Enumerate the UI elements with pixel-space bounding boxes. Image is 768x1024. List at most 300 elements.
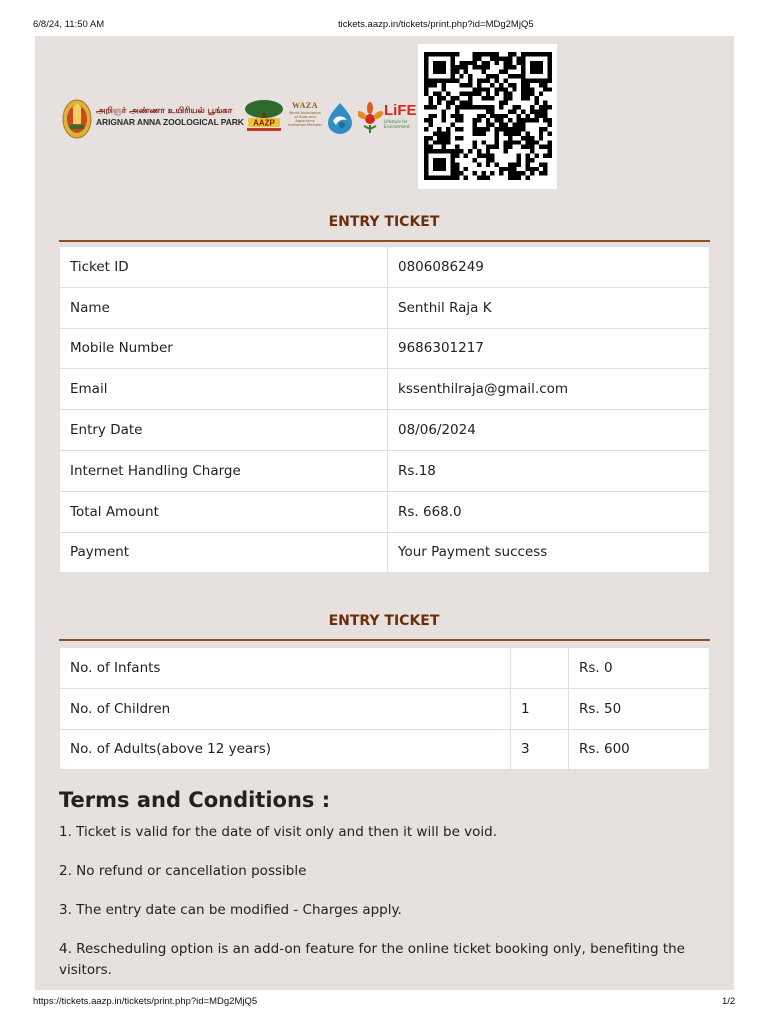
qr-module	[539, 109, 543, 113]
qr-module	[455, 167, 459, 171]
qr-module	[437, 92, 441, 96]
qr-module	[526, 131, 530, 135]
qr-module	[437, 78, 441, 82]
infants-label: No. of Infants	[60, 648, 511, 689]
qr-module	[437, 131, 441, 135]
qr-module	[512, 176, 516, 180]
qr-module	[512, 65, 516, 69]
qr-module	[530, 70, 534, 74]
qr-module	[450, 101, 454, 105]
qr-module	[424, 176, 428, 180]
qr-module	[508, 65, 512, 69]
qr-module	[437, 61, 441, 65]
qr-module	[450, 65, 454, 69]
qr-module	[534, 65, 538, 69]
qr-module	[446, 78, 450, 82]
qr-module	[442, 176, 446, 180]
conservation-drop-icon	[325, 101, 355, 135]
qr-module	[459, 83, 463, 87]
qr-module	[508, 74, 512, 78]
qr-module	[486, 149, 490, 153]
qr-module	[433, 105, 437, 109]
qr-module	[468, 101, 472, 105]
qr-module	[433, 149, 437, 153]
qr-module	[539, 136, 543, 140]
qr-module	[437, 96, 441, 100]
qr-module	[450, 154, 454, 158]
qr-module	[473, 105, 477, 109]
qr-module	[442, 109, 446, 113]
ticket-id-value: 0806086249	[388, 247, 710, 288]
qr-module	[464, 101, 468, 105]
park-name-english: ARIGNAR ANNA ZOOLOGICAL PARK	[96, 117, 244, 127]
qr-module	[424, 92, 428, 96]
qr-module	[437, 158, 441, 162]
table-row	[60, 328, 710, 369]
qr-module	[526, 154, 530, 158]
qr-module	[481, 78, 485, 82]
qr-module	[503, 78, 507, 82]
total-amount-value: Rs. 668.0	[388, 491, 710, 532]
qr-module	[442, 145, 446, 149]
qr-module	[521, 118, 525, 122]
qr-module	[508, 118, 512, 122]
qr-module	[530, 118, 534, 122]
qr-module	[486, 162, 490, 166]
print-datetime: 6/8/24, 11:50 AM	[33, 19, 105, 30]
qr-module	[424, 171, 428, 175]
qr-module	[530, 158, 534, 162]
qr-module	[464, 167, 468, 171]
qr-module	[468, 149, 472, 153]
qr-module	[473, 87, 477, 91]
infants-count	[511, 648, 569, 689]
qr-module	[499, 167, 503, 171]
qr-module	[508, 176, 512, 180]
qr-module	[455, 114, 459, 118]
qr-module	[495, 92, 499, 96]
qr-module	[495, 52, 499, 56]
qr-module	[539, 61, 543, 65]
adults-count: 3	[511, 729, 569, 770]
qr-module	[521, 83, 525, 87]
qr-module	[428, 96, 432, 100]
qr-module	[508, 61, 512, 65]
qr-module	[455, 154, 459, 158]
qr-module	[526, 87, 530, 91]
qr-module	[543, 162, 547, 166]
qr-module	[486, 118, 490, 122]
qr-module	[455, 65, 459, 69]
waza-subtext: World Association of Zoos and Aquariums Institution Member	[287, 111, 323, 127]
qr-module	[526, 78, 530, 82]
qr-module	[459, 118, 463, 122]
qr-module	[490, 109, 494, 113]
qr-module	[548, 78, 552, 82]
qr-module	[543, 118, 547, 122]
ticket-details-table	[59, 246, 710, 573]
qr-module	[442, 65, 446, 69]
qr-module	[495, 87, 499, 91]
qr-module	[543, 154, 547, 158]
payment-label: Payment	[60, 532, 388, 573]
qr-module	[455, 136, 459, 140]
qr-module	[464, 83, 468, 87]
qr-module	[486, 176, 490, 180]
qr-module	[486, 92, 490, 96]
qr-module	[424, 105, 428, 109]
terms-item: 4. Rescheduling option is an add-on feature for the online ticket booking only, benefiting the visitors.	[59, 941, 685, 978]
qr-module	[543, 127, 547, 131]
qr-module	[455, 171, 459, 175]
qr-module	[490, 96, 494, 100]
qr-module	[477, 114, 481, 118]
qr-module	[526, 118, 530, 122]
qr-module	[437, 136, 441, 140]
qr-module	[455, 162, 459, 166]
qr-module	[477, 52, 481, 56]
qr-module	[446, 101, 450, 105]
section-divider-1	[59, 240, 710, 242]
qr-module	[503, 56, 507, 60]
qr-module	[442, 162, 446, 166]
qr-module	[543, 145, 547, 149]
qr-module	[521, 92, 525, 96]
qr-module	[481, 154, 485, 158]
qr-module	[446, 140, 450, 144]
qr-module	[477, 176, 481, 180]
qr-module	[512, 123, 516, 127]
qr-module	[473, 140, 477, 144]
qr-module	[481, 96, 485, 100]
qr-module	[450, 52, 454, 56]
qr-module	[424, 56, 428, 60]
qr-module	[530, 61, 534, 65]
qr-module	[437, 127, 441, 131]
qr-module	[450, 176, 454, 180]
qr-module	[526, 158, 530, 162]
qr-module	[539, 78, 543, 82]
qr-module	[517, 114, 521, 118]
qr-module	[455, 78, 459, 82]
qr-module	[517, 118, 521, 122]
qr-module	[490, 83, 494, 87]
qr-module	[490, 158, 494, 162]
qr-module	[508, 56, 512, 60]
print-footer	[0, 990, 768, 1024]
qr-module	[455, 105, 459, 109]
qr-module	[477, 105, 481, 109]
qr-module	[459, 61, 463, 65]
qr-module	[526, 114, 530, 118]
qr-module	[534, 114, 538, 118]
terms-list	[59, 822, 699, 999]
qr-module	[477, 83, 481, 87]
qr-module	[499, 101, 503, 105]
entry-ticket-title-2: ENTRY TICKET	[328, 613, 440, 629]
qr-module	[539, 70, 543, 74]
qr-module	[539, 65, 543, 69]
waza-text: WAZA	[291, 101, 318, 110]
qr-module	[468, 74, 472, 78]
qr-module	[490, 171, 494, 175]
qr-module	[481, 127, 485, 131]
qr-module	[548, 52, 552, 56]
qr-module	[490, 105, 494, 109]
qr-module	[539, 145, 543, 149]
infants-amount: Rs. 0	[569, 648, 710, 689]
qr-module	[530, 140, 534, 144]
mobile-label: Mobile Number	[60, 328, 388, 369]
qr-module	[442, 96, 446, 100]
qr-module	[446, 136, 450, 140]
qr-module	[428, 52, 432, 56]
qr-module	[446, 131, 450, 135]
qr-module	[464, 61, 468, 65]
qr-module	[459, 74, 463, 78]
qr-module	[442, 78, 446, 82]
logo-strip	[62, 97, 417, 141]
qr-module	[512, 83, 516, 87]
qr-module	[486, 127, 490, 131]
qr-module	[534, 154, 538, 158]
qr-module	[534, 109, 538, 113]
qr-module	[455, 109, 459, 113]
qr-module	[477, 118, 481, 122]
qr-module	[464, 92, 468, 96]
qr-module	[508, 52, 512, 56]
qr-module	[473, 171, 477, 175]
qr-module	[512, 171, 516, 175]
qr-module	[543, 78, 547, 82]
qr-module	[442, 114, 446, 118]
qr-module	[503, 131, 507, 135]
qr-module	[548, 118, 552, 122]
qr-module	[534, 140, 538, 144]
qr-module	[446, 149, 450, 153]
qr-module	[428, 78, 432, 82]
qr-module	[424, 83, 428, 87]
qr-module	[459, 92, 463, 96]
qr-module	[477, 65, 481, 69]
qr-module	[530, 167, 534, 171]
ticket-id-label: Ticket ID	[60, 247, 388, 288]
terms-title: Terms and Conditions :	[59, 788, 331, 812]
qr-module	[508, 145, 512, 149]
qr-module	[526, 96, 530, 100]
qr-module	[424, 52, 428, 56]
qr-module	[499, 123, 503, 127]
qr-module	[530, 52, 534, 56]
visitor-count-table	[59, 647, 710, 770]
qr-module	[424, 70, 428, 74]
qr-module	[442, 140, 446, 144]
qr-module	[481, 105, 485, 109]
qr-module	[521, 171, 525, 175]
qr-module	[486, 123, 490, 127]
qr-module	[477, 92, 481, 96]
qr-module	[464, 154, 468, 158]
qr-module	[521, 61, 525, 65]
qr-module	[473, 123, 477, 127]
qr-module	[526, 92, 530, 96]
qr-module	[530, 171, 534, 175]
qr-module	[503, 145, 507, 149]
life-subtext: Lifestyle for Environment	[384, 119, 410, 129]
qr-module	[534, 70, 538, 74]
qr-module	[437, 65, 441, 69]
qr-module	[495, 162, 499, 166]
qr-module	[508, 92, 512, 96]
qr-module	[530, 109, 534, 113]
qr-module	[455, 145, 459, 149]
qr-module	[508, 136, 512, 140]
qr-module	[521, 136, 525, 140]
qr-module	[477, 78, 481, 82]
qr-module	[433, 167, 437, 171]
terms-item: 2. No refund or cancellation possible	[59, 863, 307, 879]
qr-module	[530, 149, 534, 153]
qr-module	[495, 118, 499, 122]
qr-module	[499, 127, 503, 131]
qr-module	[512, 167, 516, 171]
qr-module	[490, 56, 494, 60]
qr-module	[446, 176, 450, 180]
qr-module	[424, 158, 428, 162]
email-label: Email	[60, 369, 388, 410]
qr-module	[548, 131, 552, 135]
qr-module	[517, 154, 521, 158]
qr-module	[539, 92, 543, 96]
qr-module	[450, 74, 454, 78]
terms-item: 1. Ticket is valid for the date of visit only and then it will be void.	[59, 824, 498, 840]
qr-module	[433, 61, 437, 65]
qr-module	[521, 123, 525, 127]
qr-module	[442, 83, 446, 87]
qr-module	[477, 162, 481, 166]
qr-module	[450, 61, 454, 65]
handling-charge-label: Internet Handling Charge	[60, 450, 388, 491]
qr-module	[450, 162, 454, 166]
qr-module	[526, 145, 530, 149]
qr-module	[428, 145, 432, 149]
qr-module	[477, 149, 481, 153]
qr-module	[512, 52, 516, 56]
qr-module	[503, 149, 507, 153]
adults-label: No. of Adults(above 12 years)	[60, 729, 511, 770]
print-page-url: tickets.aazp.in/tickets/print.php?id=MDg2MjQ5	[338, 19, 534, 30]
qr-module	[539, 114, 543, 118]
qr-module	[446, 105, 450, 109]
email-value: kssenthilraja@gmail.com	[388, 369, 710, 410]
qr-module	[477, 87, 481, 91]
children-label: No. of Children	[60, 688, 511, 729]
qr-module	[433, 162, 437, 166]
qr-module	[486, 65, 490, 69]
qr-module	[433, 114, 437, 118]
qr-module	[548, 149, 552, 153]
qr-module	[481, 176, 485, 180]
qr-module	[530, 136, 534, 140]
qr-module	[517, 131, 521, 135]
qr-module	[503, 61, 507, 65]
qr-module	[481, 87, 485, 91]
qr-module	[521, 145, 525, 149]
qr-module	[455, 52, 459, 56]
qr-module	[428, 136, 432, 140]
qr-module	[486, 74, 490, 78]
table-row	[60, 491, 710, 532]
qr-module	[503, 87, 507, 91]
qr-module	[424, 149, 428, 153]
handling-charge-value: Rs.18	[388, 450, 710, 491]
qr-module	[503, 127, 507, 131]
qr-module	[486, 78, 490, 82]
tamilnadu-emblem-icon	[62, 99, 92, 139]
qr-module	[442, 149, 446, 153]
qr-module	[548, 65, 552, 69]
qr-module	[473, 131, 477, 135]
qr-module	[495, 145, 499, 149]
entry-date-value: 08/06/2024	[388, 410, 710, 451]
mobile-value: 9686301217	[388, 328, 710, 369]
qr-module	[428, 118, 432, 122]
table-row	[60, 729, 710, 770]
qr-module	[548, 61, 552, 65]
table-row	[60, 287, 710, 328]
qr-module	[473, 92, 477, 96]
qr-module	[526, 83, 530, 87]
table-row	[60, 450, 710, 491]
qr-module	[424, 167, 428, 171]
qr-module	[508, 140, 512, 144]
qr-module	[512, 105, 516, 109]
qr-module	[499, 83, 503, 87]
qr-module	[433, 70, 437, 74]
qr-module	[437, 70, 441, 74]
qr-module	[530, 65, 534, 69]
qr-module	[428, 101, 432, 105]
qr-module	[543, 171, 547, 175]
qr-module	[530, 78, 534, 82]
qr-module	[481, 131, 485, 135]
table-row	[60, 648, 710, 689]
qr-module	[442, 136, 446, 140]
qr-module	[499, 87, 503, 91]
qr-module	[433, 65, 437, 69]
qr-module	[424, 74, 428, 78]
qr-module	[521, 65, 525, 69]
section-divider-2	[59, 639, 710, 641]
qr-module	[459, 136, 463, 140]
qr-module	[530, 145, 534, 149]
qr-module	[459, 127, 463, 131]
qr-module	[450, 70, 454, 74]
qr-module	[512, 109, 516, 113]
qr-module	[442, 118, 446, 122]
qr-module	[481, 52, 485, 56]
qr-module	[464, 70, 468, 74]
table-row	[60, 532, 710, 573]
qr-module	[503, 65, 507, 69]
qr-module	[442, 87, 446, 91]
qr-module	[450, 158, 454, 162]
qr-module	[534, 101, 538, 105]
qr-module	[543, 87, 547, 91]
qr-module	[539, 162, 543, 166]
qr-module	[548, 56, 552, 60]
qr-module	[437, 52, 441, 56]
